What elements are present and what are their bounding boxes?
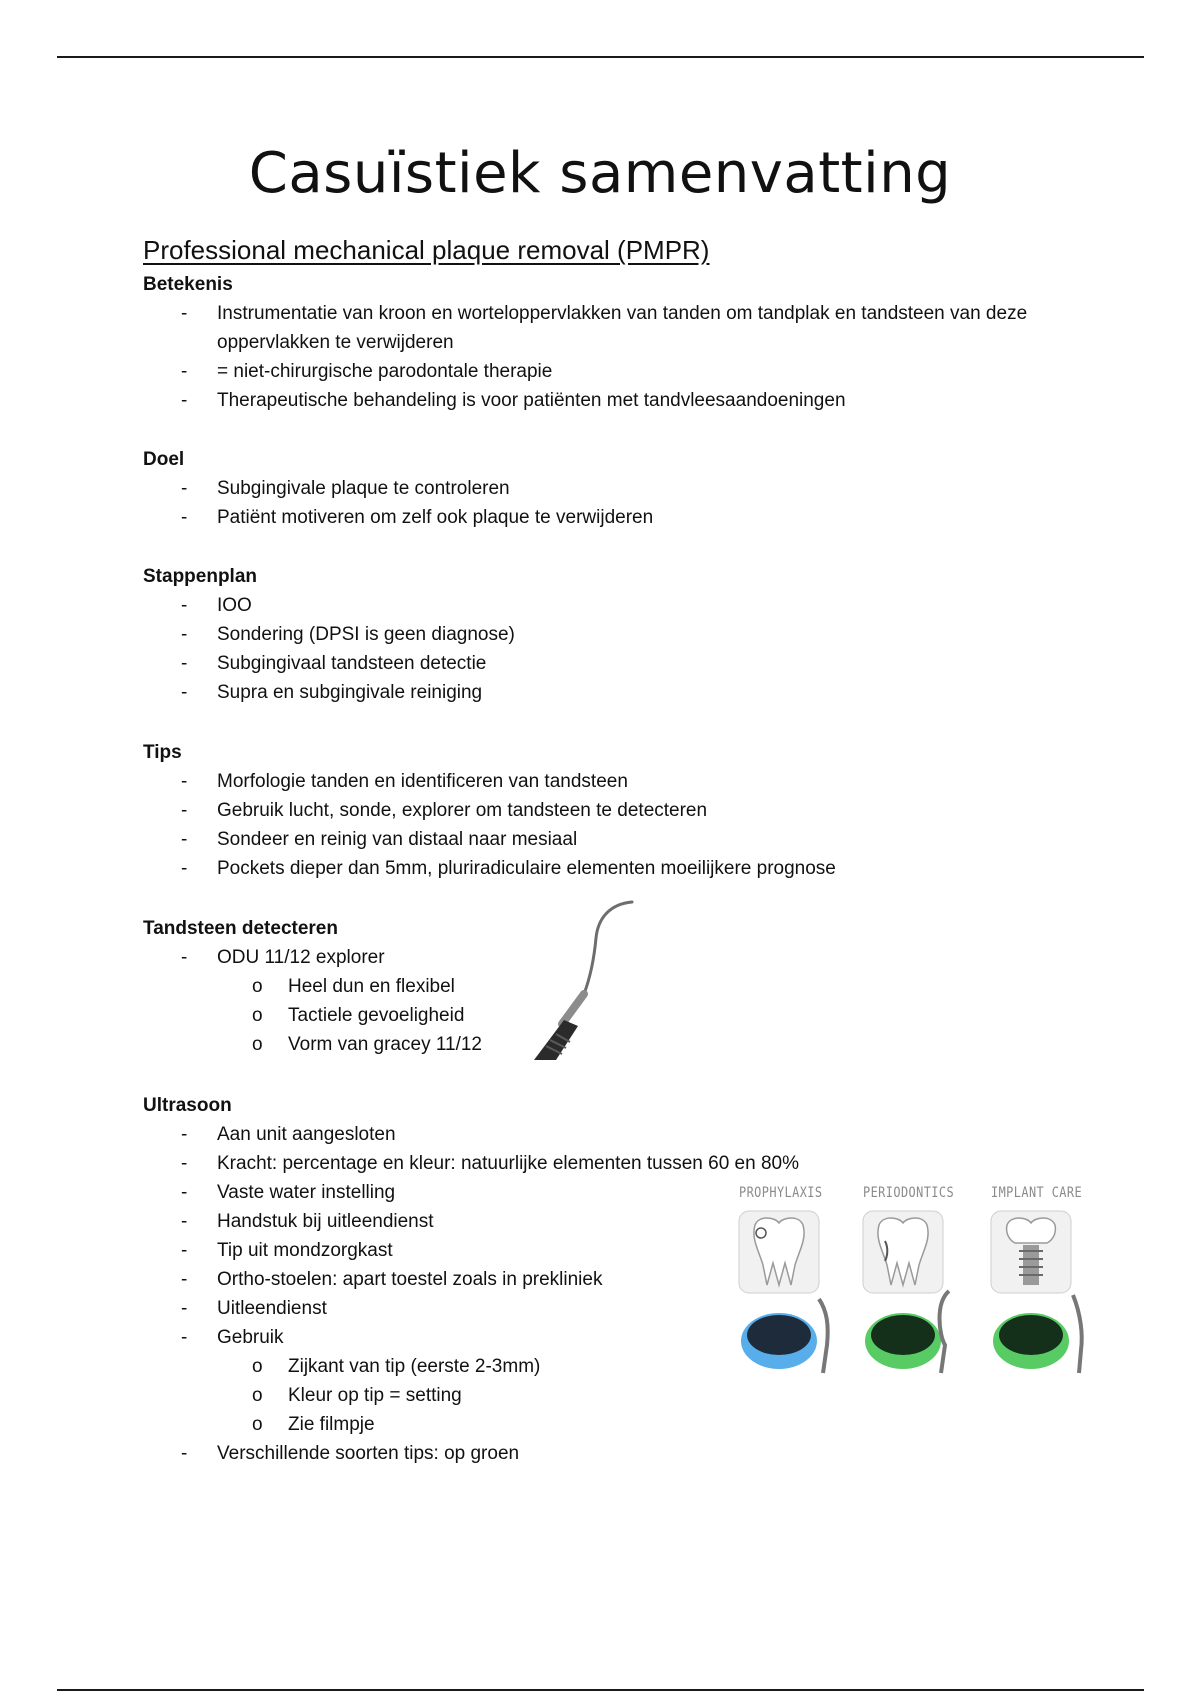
list-subitem: o Tactiele gevoeligheid: [143, 1001, 1083, 1030]
document-title: Casuïstiek samenvatting: [248, 141, 952, 206]
list-subitem: o Zijkant van tip (eerste 2-3mm): [143, 1352, 1083, 1381]
heading-tips: Tips: [143, 742, 182, 763]
list-item: - Patiënt motiveren om zelf ook plaque te verwijderen: [143, 503, 1083, 532]
top-rule: [57, 56, 1144, 58]
list-item: - Pockets dieper dan 5mm, pluriradiculaire elementen moeilijkere prognose: [143, 854, 1083, 883]
tip-label-prophylaxis: PROPHYLAXIS: [739, 1185, 823, 1201]
list-item: - Therapeutische behandeling is voor patiënten met tandvleesaandoeningen: [143, 386, 1083, 415]
list-item: - Aan unit aangesloten: [143, 1120, 1083, 1149]
tip-green-periodontics-icon: [865, 1291, 949, 1373]
section-doel: [143, 446, 1083, 532]
list-item: - Gebruik: [143, 1323, 1083, 1352]
list-item: - Sondeer en reinig van distaal naar mesiaal: [143, 825, 1083, 854]
list-item: - Sondering (DPSI is geen diagnose): [143, 620, 1083, 649]
tip-green-implant-icon: [993, 1295, 1082, 1373]
list-item: - Ortho-stoelen: apart toestel zoals in prekliniek: [143, 1265, 1083, 1294]
list-item: - Tip uit mondzorgkast: [143, 1236, 1083, 1265]
list-item: - Subgingivaal tandsteen detectie: [143, 649, 1083, 678]
list-stappenplan: [143, 591, 1083, 707]
tip-label-periodontics: PERIODONTICS: [863, 1185, 955, 1201]
heading-betekenis: Betekenis: [143, 274, 233, 295]
heading-ultrasoon: Ultrasoon: [143, 1095, 232, 1116]
explorer-instrument-image: [520, 898, 645, 1060]
section-betekenis: [143, 271, 1083, 415]
list-item: - Subgingivale plaque te controleren: [143, 474, 1083, 503]
list-item: - Uitleendienst: [143, 1294, 1083, 1323]
ultrasonic-tips-image: [735, 1185, 1095, 1375]
section-subtitle: Professional mechanical plaque removal (PMPR): [143, 235, 710, 265]
tip-label-implant-care: IMPLANT CARE: [991, 1185, 1083, 1201]
tips-illustration: [735, 1185, 1095, 1375]
list-item: - IOO: [143, 591, 1083, 620]
list-subitem: o Zie filmpje: [143, 1410, 1083, 1439]
list-doel: [143, 474, 1083, 532]
list-item: - Vaste water instelling: [143, 1178, 1083, 1207]
section-tips: [143, 739, 1083, 883]
list-item: - Gebruik lucht, sonde, explorer om tandsteen te detecteren: [143, 796, 1083, 825]
list-betekenis: [143, 299, 1083, 415]
tooth-prophylaxis-icon: [739, 1211, 819, 1293]
list-item: - Kracht: percentage en kleur: natuurlijke elementen tussen 60 en 80%: [143, 1149, 1083, 1178]
section-stappenplan: [143, 563, 1083, 707]
heading-stappenplan: Stappenplan: [143, 566, 258, 587]
tip-blue-icon: [741, 1299, 828, 1373]
list-subitem: o Vorm van gracey 11/12: [143, 1030, 1083, 1059]
heading-tandsteen: Tandsteen detecteren: [143, 918, 338, 939]
tooth-periodontics-icon: [863, 1211, 943, 1293]
list-item: - Morfologie tanden en identificeren van tandsteen: [143, 767, 1083, 796]
list-item: - ODU 11/12 explorer: [143, 943, 1083, 972]
list-subitem: o Kleur op tip = setting: [143, 1381, 1083, 1410]
bottom-rule: [57, 1689, 1144, 1691]
list-item: - Supra en subgingivale reiniging: [143, 678, 1083, 707]
list-tips: [143, 767, 1083, 883]
list-subitem: o Heel dun en flexibel: [143, 972, 1083, 1001]
heading-doel: Doel: [143, 449, 185, 470]
list-item: - Verschillende soorten tips: op groen: [143, 1439, 1083, 1468]
tooth-implant-icon: [991, 1211, 1071, 1293]
list-item: - = niet-chirurgische parodontale therapie: [143, 357, 1083, 386]
list-item: - Handstuk bij uitleendienst: [143, 1207, 1083, 1236]
list-item: - Instrumentatie van kroon en worteloppervlakken van tanden om tandplak en tandsteen van deze oppervlakken te verwijderen: [143, 299, 1083, 357]
